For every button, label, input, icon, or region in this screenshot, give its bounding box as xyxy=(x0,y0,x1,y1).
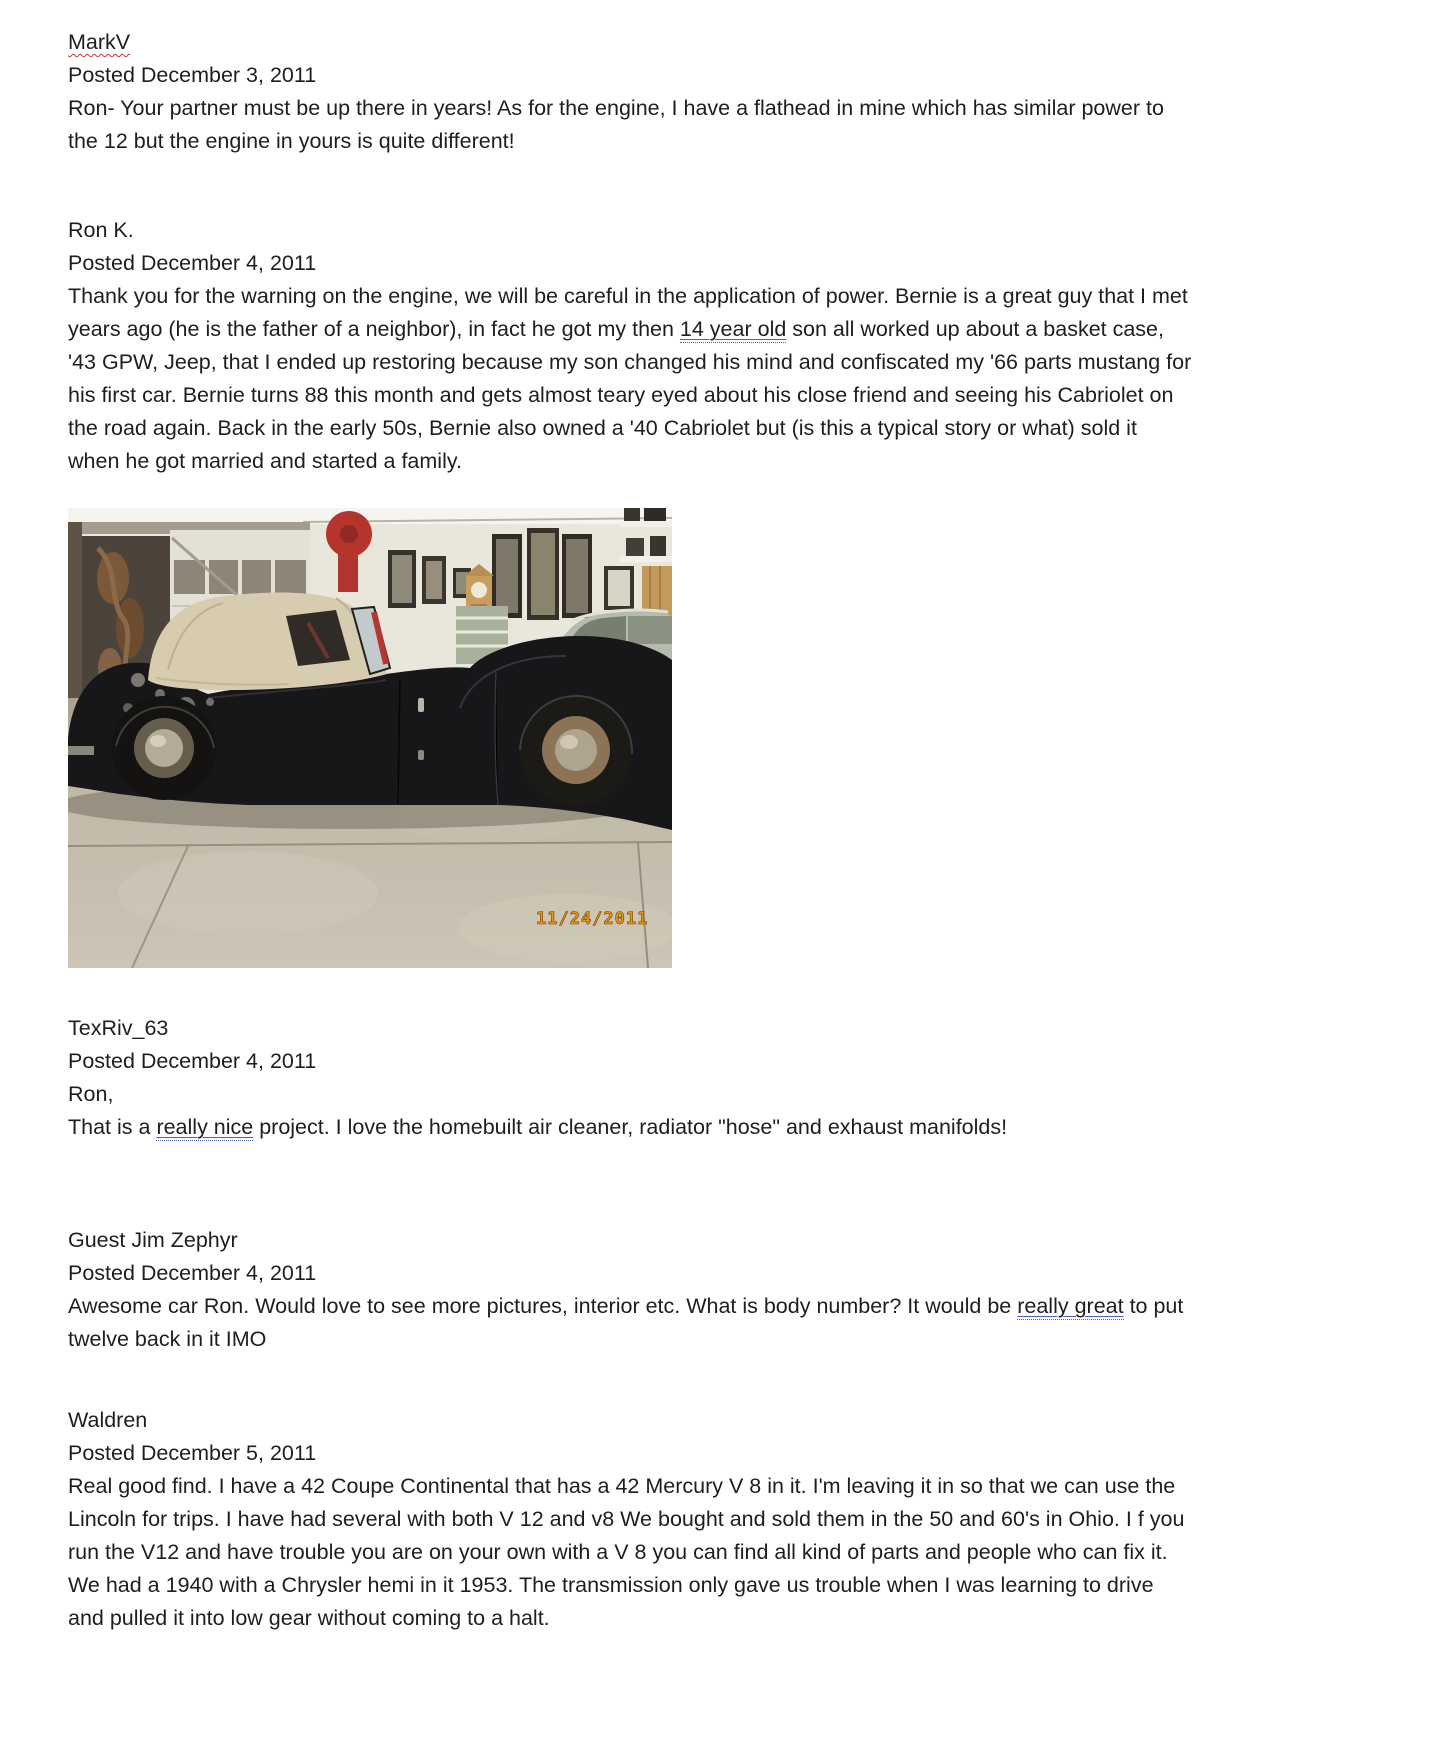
post-body-text: to put twelve back in it IMO xyxy=(68,1294,1184,1351)
post-body xyxy=(68,1111,1193,1144)
post-author-line xyxy=(68,26,1447,59)
post-author: Ron K. xyxy=(68,218,134,242)
post-date: Posted December 4, 2011 xyxy=(68,1261,317,1285)
post-body xyxy=(68,1470,1193,1635)
post-body-text: Real good find. I have a 42 Coupe Continental that has a 42 Mercury V 8 in it. I'm leaving it in so that we can use the Lincoln for trips. I have had several with both V 12 and v8 We bought and sold them in the 50 and 60's in Ohio. I f you run the V12 and have trouble you are on your own with a V 8 you can find all kind of parts and people who can fix it. We had a 1940 with a Chrysler hemi in it 1953. The transmission only gave us trouble when I was learning to drive and pulled it into low gear without coming to a halt. xyxy=(68,1474,1185,1630)
car-photo[interactable] xyxy=(68,508,672,968)
grammar-marked-text: really great xyxy=(1017,1294,1124,1318)
grammar-marked-text: really nice xyxy=(156,1115,254,1139)
post-date: Posted December 4, 2011 xyxy=(68,1049,317,1073)
post-salutation: Ron, xyxy=(68,1082,114,1106)
car-photo-svg xyxy=(68,508,672,968)
post-body xyxy=(68,280,1193,478)
post-date: Posted December 3, 2011 xyxy=(68,63,317,87)
post-body-text: project. I love the homebuilt air cleaner, radiator "hose" and exhaust manifolds! xyxy=(253,1115,1008,1139)
front-wheel xyxy=(112,696,216,800)
post-markv xyxy=(68,26,1447,158)
post-texriv xyxy=(68,1012,1447,1144)
grammar-marked-text: 14 year old xyxy=(679,317,787,341)
post-author: TexRiv_63 xyxy=(68,1016,169,1040)
post-waldren xyxy=(68,1404,1447,1635)
post-body-text: Thank you for the warning on the engine, we will be careful in the application of power. Bernie is a great guy that I met years ago (he is the father of a neighbor), in fact he got my then xyxy=(68,284,1188,341)
post-body-text: Ron- Your partner must be up there in years! As for the engine, I have a flathead in mine which has similar power to the 12 but the engine in yours is quite different! xyxy=(68,96,1164,153)
post-date: Posted December 4, 2011 xyxy=(68,251,317,275)
post-jim-zephyr xyxy=(68,1224,1447,1356)
post-body xyxy=(68,1290,1193,1356)
post-body xyxy=(68,92,1193,158)
post-author: Guest Jim Zephyr xyxy=(68,1228,238,1252)
post-body-text: That is a xyxy=(68,1115,157,1139)
post-ronk xyxy=(68,214,1447,478)
post-author: Waldren xyxy=(68,1408,148,1432)
post-author: MarkV xyxy=(68,30,131,54)
post-body-text: son all worked up about a basket case, '43 GPW, Jeep, that I ended up restoring because my son changed his mind and confiscated my '66 parts mustang for his first car. Bernie turns 88 this month and gets almost teary eyed about his close friend and seeing his Cabriolet on the road again. Back in the early 50s, Bernie also owned a '40 Cabriolet but (is this a typical story or what) sold it when he got married and started a family. xyxy=(68,317,1192,473)
post-date: Posted December 5, 2011 xyxy=(68,1441,317,1465)
post-body-text: Awesome car Ron. Would love to see more pictures, interior etc. What is body number? It would be xyxy=(68,1294,1018,1318)
rear-wheel xyxy=(520,694,632,806)
photo-date-stamp: 11/24/2011 xyxy=(536,909,649,929)
